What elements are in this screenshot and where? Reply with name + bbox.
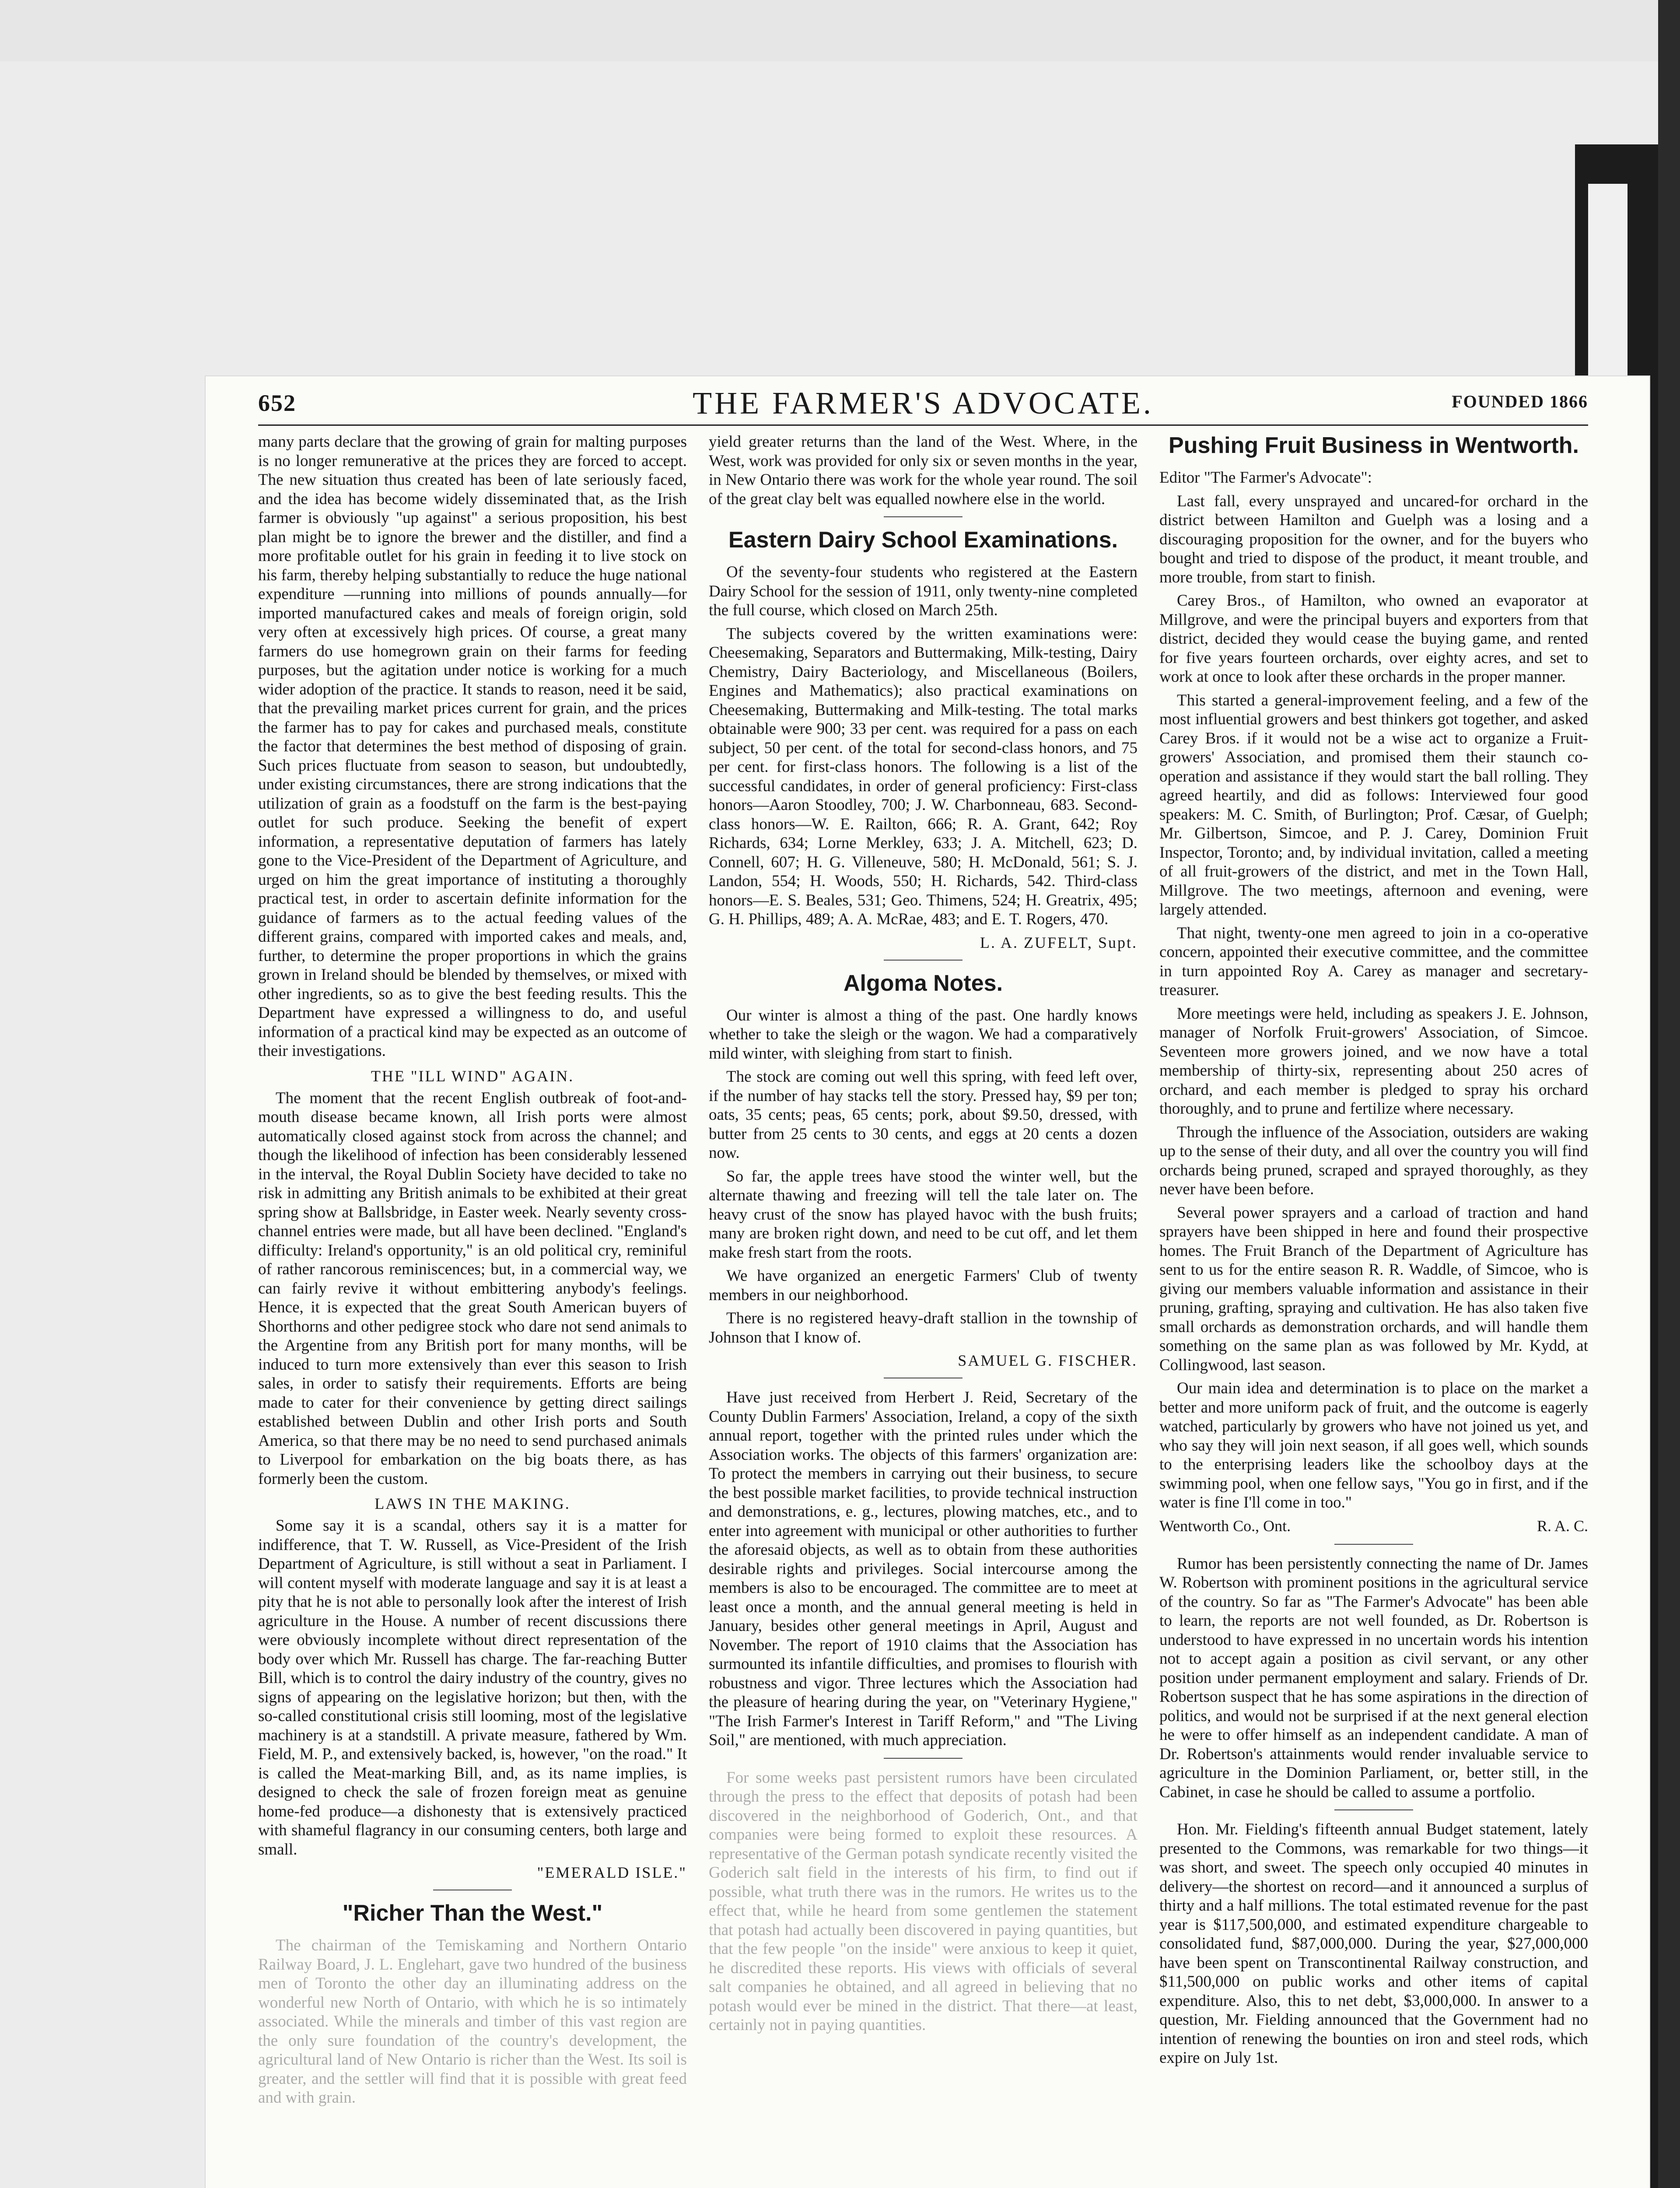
separator-rule xyxy=(1334,1544,1413,1545)
article-paragraph: Through the influence of the Association, outsiders are waking up to the sense of their duty, and all over the country you will find orchards being pruned, scraped and sprayed thoroughly, as they never have been before. xyxy=(1159,1123,1588,1198)
article-paragraph: The moment that the recent English outbreak of foot-and-mouth disease became known, all Irish ports were almost automatically closed against stock from across the channel; and though the likelihood of infection has been considerably lessened in the interval, the Royal Dublin Society have decided to take no risk in admitting any British animals to be exhibited at their great spring show at Ballsbridge, in Easter week. Nearly seventy cross-channel entries were made, but all have been declined. "England's difficulty: Ireland's opportunity," is an old political cry, reminiful of rather rancorous reminiscences; but, in a commercial way, we can fairly revive it without embittering anybody's feelings. Hence, it is expected that the great South American buyers of Shorthorns and other pedigree stock who dare not send animals to the Argentine from any British port for many months, will be induced to turn more extensively than ever this season to Irish sales, in order to satisfy their requirements. Efforts are being made to cater for their convenience by getting direct sailings established between Dublin and other Irish ports and South America, so that there may be no need to send purchased animals to Liverpool for embarkation on the big boats there, as has formerly been the custom. xyxy=(258,1089,687,1488)
column-right xyxy=(1159,432,1588,2072)
page-number: 652 xyxy=(258,390,296,416)
signature-zufelt: L. A. ZUFELT, Supt. xyxy=(980,933,1138,951)
article-paragraph: So far, the apple trees have stood the winter well, but the alternate thawing and freezing will tell the tale later on. The heavy crust of the snow has played havoc with the bush fruits; many are broken right down, and need to be cut off, and let them make fresh start from the roots. xyxy=(709,1167,1138,1262)
article-paragraph: More meetings were held, including as speakers J. E. Johnson, manager of Norfolk Fruit-growers' Association, of Simcoe. Seventeen more growers joined, and we now have a total membership of thirty-six, representing about 250 acres of orchard, and each member is pledged to spray his orchard thoroughly, and to prune and fertilize where necessary. xyxy=(1159,1004,1588,1118)
column-left xyxy=(258,432,687,2112)
article-paragraph: Our main idea and determination is to place on the market a better and more uniform pack of fruit, and the outcome is eagerly watched, particularly by growers who have not joined us yet, and who say they will join next season, if all goes well, which sounds to the enterprising leaders like the schoolboy days at the swimming pool, when one fellow says, "You go in first, and if the water is fine I'll come in too." xyxy=(1159,1379,1588,1511)
article-paragraph: Have just received from Herbert J. Reid, Secretary of the County Dublin Farmers' Association, Ireland, a copy of the sixth annual report, together with the printed rules under which the Association works. The objects of this farmers' organization are: To protect the members in carrying out their business, to secure the best possible market facilities, to provide technical instruction and demonstrations, e. g., lectures, plowing matches, etc., and to enter into agreement with municipal or other authorities to further the aforesaid objects, as well as to obtain from these authorities desirable rights and privileges. Social intercourse among the members is also to be encouraged. The committee are to meet at least once a month, and the annual general meeting is held in January, besides other general meetings in April, August and November. The report of 1910 claims that the Association has surmounted its infantile difficulties, and promises to flourish with robustness and vigor. Three lectures which the Association had the pleasure of hearing during the year, on "Veterinary Hygiene," "The Irish Farmer's Interest in Tariff Reform," and "The Living Soil," are mentioned, with much appreciation. xyxy=(709,1389,1138,1749)
article-paragraph: The subjects covered by the written examinations were: Cheesemaking, Separators and Buttermaking, Milk-testing, Dairy Chemistry, Dairy Bacteriology, and Miscellaneous (Boilers, Engines and Mathematics); also practical examinations on Cheesemaking, Buttermaking and Milk-testing. The total marks obtainable were 900; 33 per cent. was required for a pass on each subject, 50 per cent. of the total for second-class honors, and 75 per cent. for first-class honors. The following is a list of the successful candidates, in order of general proficiency: First-class honors—Aaron Stoodley, 700; J. W. Charbonneau, 683. Second-class honors—W. E. Railton, 666; R. A. Grant, 642; Roy Richards, 634; Lorne Merkley, 633; J. A. Mitchell, 623; D. Connell, 607; H. G. Villeneuve, 580; H. McDonald, 561; S. J. Landon, 554; H. Woods, 550; H. Richards, 542. Third-class honors—E. S. Beales, 531; Geo. Thimens, 524; H. Greatrix, 495; G. H. Phillips, 489; A. A. McRae, 483; and E. T. Rogers, 470. xyxy=(709,624,1138,928)
headline-richer-than-west: "Richer Than the West." xyxy=(342,1900,603,1926)
subheading-laws: LAWS IN THE MAKING. xyxy=(374,1495,570,1512)
article-paragraph: Of the seventy-four students who registered at the Eastern Dairy School for the session of 1911, only twenty-nine completed the full course, which closed on March 25th. xyxy=(709,563,1138,619)
header-rule xyxy=(258,424,1588,426)
article-paragraph: Some say it is a scandal, others say it is a matter for indifference, that T. W. Russell, as Vice-President of the Irish Department of Agriculture, is still without a seat in Parliament. I will content myself with moderate language and say it is at least a pity that he is not able to personally look after the interest of Irish agriculture in the House. A number of recent discussions there were obviously incomplete without direct representation of the body over which Mr. Russell has charge. The far-reaching Butter Bill, which is to control the dairy industry of the country, gives no signs of appearing on the legislative horizon; but then, with the so-called constitutional crisis still looming, most of the legislative machinery is at a standstill. A private measure, fathered by Wm. Field, M. P., and extensively backed, is, however, "on the road." It is called the Meat-marking Bill, and, as its name implies, is designed to check the sale of frozen foreign meat as genuine home-fed produce—a dishonesty that is extensively practiced with shameful flagrancy in our consuming centers, both large and small. xyxy=(258,1517,687,1858)
separator-rule xyxy=(884,1758,962,1759)
article-paragraph: Our winter is almost a thing of the past. One hardly knows whether to take the sleigh or the wagon. We had a comparatively mild winter, with sleighing from start to finish. xyxy=(709,1006,1138,1062)
scan-background xyxy=(0,0,1680,61)
signature-emerald-isle: "EMERALD ISLE." xyxy=(537,1864,687,1881)
article-paragraph: This started a general-improvement feeling, and a few of the most influential growers and best thinkers got together, and asked Carey Bros. if it would not be a wise act to organize a Fruit-growers' Association, and promised them their staunch co-operation and assistance if they would start the ball rolling. They agreed heartily, and did as follows: Interviewed four good speakers: M. C. Smith, of Burlington; Prof. Cæsar, of Guelph; Mr. Gilbertson, Simcoe, and P. J. Carey, Dominion Fruit Inspector, Toronto; and, by individual invitation, called a meeting of all fruit-growers of the district, and met in the Town Hall, Millgrove. The two meetings, afternoon and evening, were largely attended. xyxy=(1159,691,1588,919)
article-paragraph: There is no registered heavy-draft stallion in the township of Johnson that I know of. xyxy=(709,1309,1138,1346)
article-paragraph: Hon. Mr. Fielding's fifteenth annual Budget statement, lately presented to the Commons, was remarkable for two things—it was short, and sweet. The speech only occupied 40 minutes in delivery—the shortest on record—and it announced a surplus of thirty and a half millions. The total estimated revenue for the past year is $117,500,000, and estimated expenditure chargeable to consolidated fund, $87,000,000. During the year, $27,000,000 have been spent on Transcontinental Railway construction, and $11,500,000 on public works and other items of capital expenditure. Also, this to net debt, $3,000,000. In answer to a question, Mr. Fielding announced that the Government had no intention of renewing the bounties on iron and steel rods, which expire on July 1st. xyxy=(1159,1820,1588,2067)
article-paragraph: We have organized an energetic Farmers' Club of twenty members in our neighborhood. xyxy=(709,1267,1138,1304)
article-paragraph: Rumor has been persistently connecting the name of Dr. James W. Robertson with prominent positions in the agricultural service of the country. So far as "The Farmer's Advocate" has been able to learn, the reports are not well founded, as Dr. Robertson is understood to have expressed in no uncertain words his intention not to accept again a position as civil servant, or any other position under permanent employment and salary. Friends of Dr. Robertson suspect that he has some aspirations in the direction of politics, and would not be surprised if at the next general election he were to offer himself as an independent candidate. A man of Dr. Robertson's attainments would render invaluable service to agriculture in the Dominion Parliament, or, better still, in the Cabinet, in case he should be called to assume a portfolio. xyxy=(1159,1554,1588,1801)
article-paragraph: yield greater returns than the land of the West. Where, in the West, work was provided for only six or seven months in the year, in New Ontario there was work for the whole year round. The soil of the great clay belt was equalled nowhere else in the world. xyxy=(709,433,1138,508)
column-middle xyxy=(709,432,1138,2039)
founded-line: FOUNDED 1866 xyxy=(1452,392,1588,411)
article-paragraph: The stock are coming out well this spring, with feed left over, if the number of hay stacks tell the story. Pressed hay, $9 per ton; oats, 35 cents; peas, 65 cents; pork, about $9.50, dressed, with butter from 25 cents to 30 cents, and eggs at 20 cents a dozen now. xyxy=(709,1068,1138,1162)
headline-eastern-dairy: Eastern Dairy School Examinations. xyxy=(728,527,1118,553)
article-paragraph: Several power sprayers and a carload of traction and hand sprayers have been shipped in here and found their prospective homes. The Fruit Branch of the Department of Agriculture has sent to us for the entire season R. R. Waddle, of Simcoe, who is giving our members valuable information and assistance in their pruning, grafting, spraying and cultivation. He has also taken five small orchards as demonstration orchards, and will handle them something on the same plan as was followed by Mr. Kydd, at Collingwood, last season. xyxy=(1159,1203,1588,1374)
article-paragraph: many parts declare that the growing of grain for malting purposes is no longer remunerative at the prices they are forced to accept. The new situation thus created has been of late seriously faced, and the idea has become widely disseminated that, as the Irish farmer is obviously "up against" a serious proposition, his best plan might be to ignore the brewer and the distiller, and find a more profitable outlet for his grain in feeding it to live stock on his farm, thereby helping substantially to reduce the huge national expenditure —running into millions of pounds annually—for imported manufactured cakes and meals of foreign origin, sold very often at excessively high prices. Of course, a great many farmers do use homegrown grain on their farms for feeding purposes, but the agitation under notice is working for a much wider adoption of the practice. It stands to reason, need it be said, that the prevailing market prices current for grain, and the prices the farmer has to pay for cakes and purchased meals, constitute the factor that determines the best method of disposing of grain. Such prices fluctuate from season to season, but undoubtedly, under existing circumstances, there are strong indications that the utilization of grain as a foodstuff on the farm is the best-paying outlet for such produce. Seeking the benefit of expert information, a representative deputation of farmers has lately gone to the Vice-President of the Department of Agriculture, and urged on him the great importance of instituting a thoroughly practical test, in order to ascertain definite information for the guidance of farmers as to the actual feeding values of the different grains, compared with imported cakes and meals, and, further, to determine the proper proportions in which the grains grown in Ireland should be blended by themselves, or mixed with other ingredients, so as to give the best feeding results. This the Department have expressed a willingness to do, and useful information of a practical kind may be expected as an outcome of their investigations. xyxy=(258,433,687,1060)
subheading-ill-wind: THE "ILL WIND" AGAIN. xyxy=(371,1067,574,1085)
article-paragraph: That night, twenty-one men agreed to join in a co-operative concern, appointed their executive committee, and the committee in turn appointed Roy A. Carey as manager and secretary-treasurer. xyxy=(1159,924,1588,999)
headline-algoma-notes: Algoma Notes. xyxy=(843,970,1003,996)
page-header xyxy=(258,385,1588,422)
separator-rule xyxy=(1334,1809,1413,1810)
separator-rule xyxy=(884,960,962,961)
signature-fischer: SAMUEL G. FISCHER. xyxy=(958,1352,1138,1369)
scan-border-right xyxy=(1658,0,1680,2188)
signature-initials: R. A. C. xyxy=(1536,1517,1588,1535)
article-paragraph: The chairman of the Temiskaming and Northern Ontario Railway Board, J. L. Englehart, gave two hundred of the business men of Toronto the other day an illuminating address on the wonderful new North of Ontario, with which he is so intimately associated. While the minerals and timber of this vast region are the only sure foundation of the country's development, the agricultural land of New Ontario is richer than the West. Its soil is greater, and the settler will find that it is possible with great feed and with grain. xyxy=(258,1936,687,2107)
signature-place: Wentworth Co., Ont. xyxy=(1159,1517,1291,1535)
separator-rule xyxy=(884,516,962,517)
article-paragraph: For some weeks past persistent rumors have been circulated through the press to the effect that deposits of potash had been discovered in the neighborhood of Goderich, Ont., and that companies were being formed to exploit these resources. A representative of the German potash syndicate recently visited the Goderich salt field in the interests of his firm, to find out if possible, what truth there was in the rumors. He writes us to the effect that, while he heard from some gentlemen the statement that potash had actually been discovered in paying quantities, but that the few people "on the inside" were anxious to keep it quiet, he discredited these reports. His views with officials of several salt companies he obtained, and all agreed in believing that no potash would ever be mined in the district. That there—at least, certainly not in paying quantities. xyxy=(709,1768,1138,2034)
article-paragraph: Last fall, every unsprayed and uncared-for orchard in the district between Hamilton and Guelph was a losing and a discouraging proposition for the owner, and for the buyers who bought and tried to dispose of the product, it meant trouble, and more trouble, from start to finish. xyxy=(1159,492,1588,586)
newspaper-page xyxy=(206,376,1649,2188)
signature-row xyxy=(1159,1517,1588,1535)
article-paragraph: Carey Bros., of Hamilton, who owned an evaporator at Millgrove, and were the principal buyers and exporters from that district, decided they would cease the buying game, and rented for five years fourteen orchards, over eighty acres, and set to work at once to look after these orchards in the proper manner. xyxy=(1159,592,1588,686)
editor-salutation: Editor "The Farmer's Advocate": xyxy=(1159,469,1372,487)
publication-title: THE FARMER'S ADVOCATE. xyxy=(693,386,1154,421)
headline-pushing-fruit: Pushing Fruit Business in Wentworth. xyxy=(1169,433,1579,458)
